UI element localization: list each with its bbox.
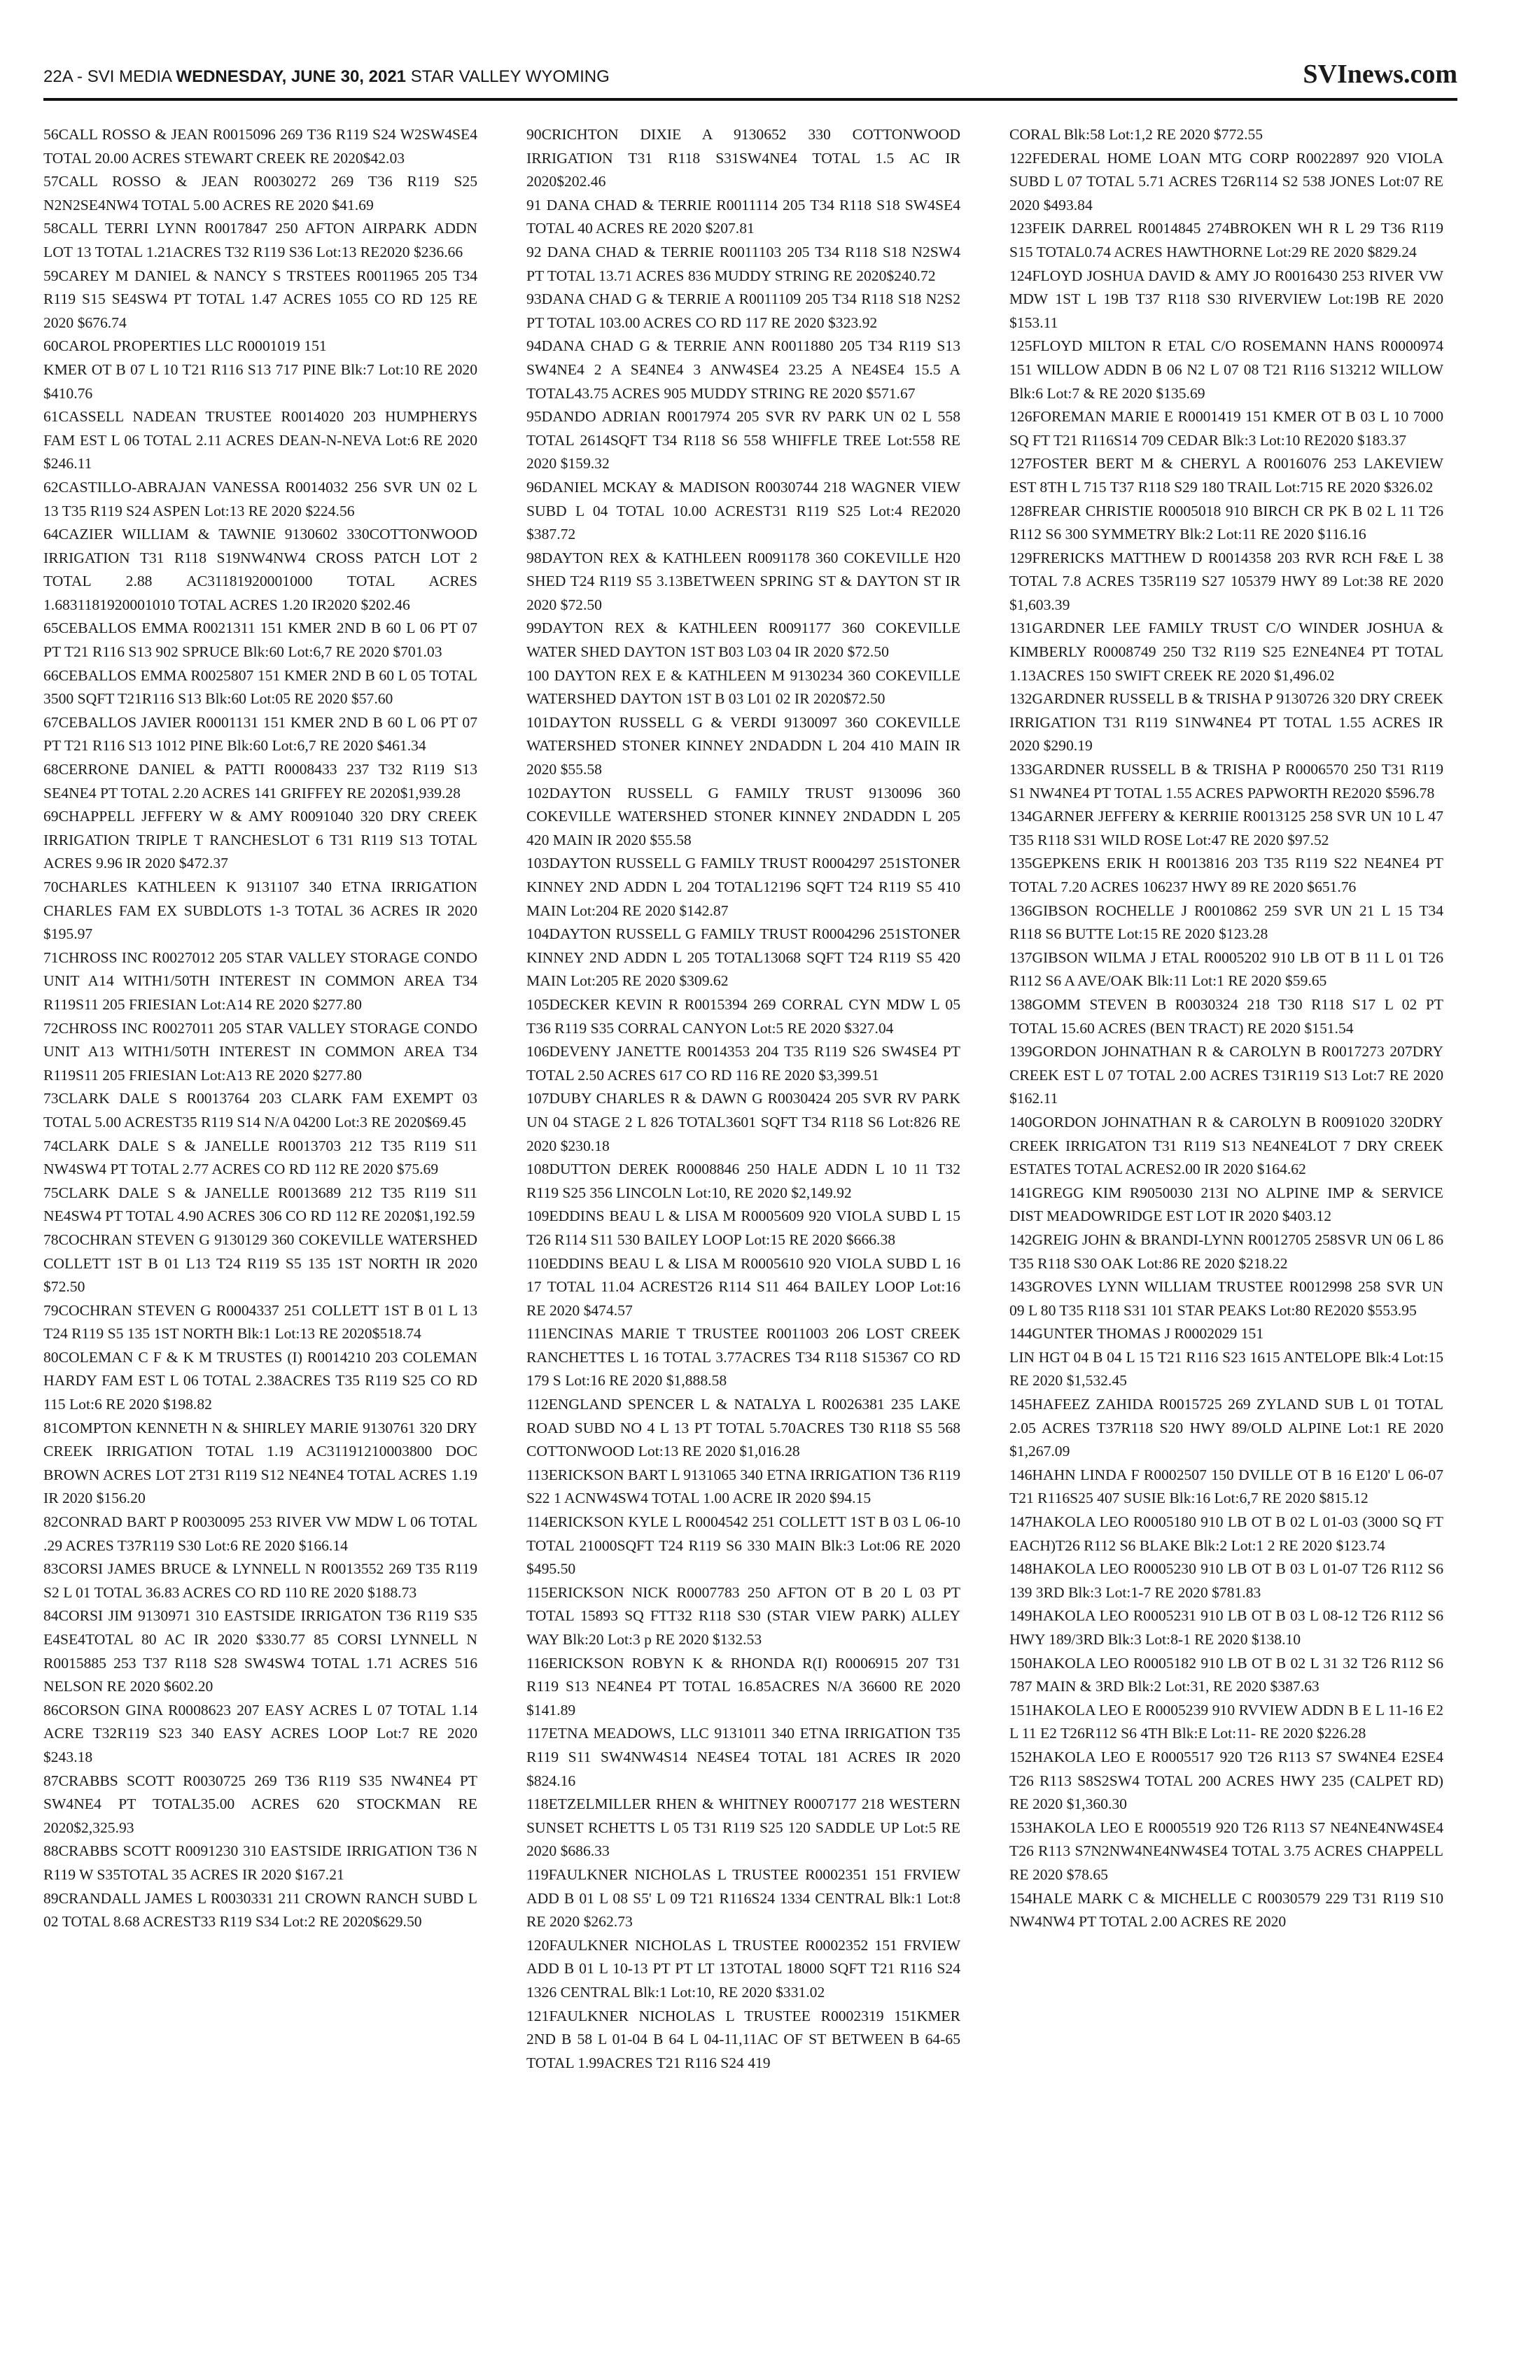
listing-entry: 94DANA CHAD G & TERRIE ANN R0011880 205 T34 R119 S13 SW4NE4 2 A SE4NE4 3 ANW4SE4 23.25 A NE4SE4 15.5 A TOTAL43.75 ACRES 905 MUDDY STRING RE 2020 $571.67 <box>526 337 960 402</box>
listing-entry: 149HAKOLA LEO R0005231 910 LB OT B 03 L 08-12 T26 R112 S6 HWY 189/3RD Blk:3 Lot:8-1 RE 2020 $138.10 <box>1009 1607 1443 1648</box>
listing-entry: 122FEDERAL HOME LOAN MTG CORP R0022897 920 VIOLA SUBD L 07 TOTAL 5.71 ACRES T26R114 S2 538 JONES Lot:07 RE 2020 $493.84 <box>1009 149 1443 214</box>
listing-entry: 81COMPTON KENNETH N & SHIRLEY MARIE 9130761 320 DRY CREEK IRRIGATION TOTAL 1.19 AC31191210003800 DOC BROWN ACRES LOT 2T31 R119 S12 NE4NE4 TOTAL ACRES 1.19 IR 2020 $156.20 <box>43 1419 477 1507</box>
header-divider <box>43 98 1457 101</box>
listing-entry: 110EDDINS BEAU L & LISA M R0005610 920 VIOLA SUBD L 16 17 TOTAL 11.04 ACREST26 R114 S11 464 BAILEY LOOP Lot:16 RE 2020 $474.57 <box>526 1254 960 1319</box>
listing-entry: 87CRABBS SCOTT R0030725 269 T36 R119 S35 NW4NE4 PT SW4NE4 PT TOTAL35.00 ACRES 620 STOCKMAN RE 2020$2,325.93 <box>43 1772 477 1836</box>
listing-entry: 89CRANDALL JAMES L R0030331 211 CROWN RANCH SUBD L 02 TOTAL 8.68 ACREST33 R119 S34 Lot:2 RE 2020$629.50 <box>43 1889 477 1931</box>
listing-entry: 79COCHRAN STEVEN G R0004337 251 COLLETT 1ST B 01 L 13 T24 R119 S5 135 1ST NORTH Blk:1 Lot:13 RE 2020$518.74 <box>43 1301 477 1343</box>
listing-entry: 119FAULKNER NICHOLAS L TRUSTEE R0002351 151 FRVIEW ADD B 01 L 08 S5' L 09 T21 R116S24 1334 CENTRAL Blk:1 Lot:8 RE 2020 $262.73 <box>526 1865 960 1931</box>
listing-entry: 69CHAPPELL JEFFERY W & AMY R0091040 320 DRY CREEK IRRIGATION TRIPLE T RANCHESLOT 6 T31 R119 S13 TOTAL ACRES 9.96 IR 2020 $472.37 <box>43 808 477 872</box>
listing-entry: 124FLOYD JOSHUA DAVID & AMY JO R0016430 253 RIVER VW MDW 1ST L 19B T37 R118 S30 RIVERVIEW Lot:19B RE 2020 $153.11 <box>1009 267 1443 331</box>
listing-entry: 103DAYTON RUSSELL G FAMILY TRUST R0004297 251STONER KINNEY 2ND ADDN L 204 TOTAL12196 SQFT T24 R119 S5 410 MAIN Lot:204 RE 2020 $142.87 <box>526 855 960 919</box>
listing-entry: 117ETNA MEADOWS, LLC 9131011 340 ETNA IRRIGATION T35 R119 S11 SW4NW4S14 NE4SE4 TOTAL 181 ACRES IR 2020 $824.16 <box>526 1725 960 1789</box>
listing-entry: 128FREAR CHRISTIE R0005018 910 BIRCH CR PK B 02 L 11 T26 R112 S6 300 SYMMETRY Blk:2 Lot:11 RE 2020 $116.16 <box>1009 502 1443 543</box>
listing-entry: 82CONRAD BART P R0030095 253 RIVER VW MDW L 06 TOTAL .29 ACRES T37R119 S30 Lot:6 RE 2020 $166.14 <box>43 1513 477 1554</box>
listing-entry: 106DEVENY JANETTE R0014353 204 T35 R119 S26 SW4SE4 PT TOTAL 2.50 ACRES 617 CO RD 116 RE 2020 $3,399.51 <box>526 1043 960 1084</box>
listing-entry: 154HALE MARK C & MICHELLE C R0030579 229 T31 R119 S10 NW4NW4 PT TOTAL 2.00 ACRES RE 2020 <box>1009 1889 1443 1931</box>
listing-entry: 144GUNTER THOMAS J R0002029 151 <box>1009 1325 1264 1343</box>
listing-entry: 90CRICHTON DIXIE A 9130652 330 COTTONWOOD IRRIGATION T31 R118 S31SW4NE4 TOTAL 1.5 AC IR 2020$202.46 <box>526 126 960 190</box>
listing-entry: 127FOSTER BERT M & CHERYL A R0016076 253 LAKEVIEW EST 8TH L 715 T37 R118 S29 180 TRAIL Lot:715 RE 2020 $326.02 <box>1009 455 1443 496</box>
listing-entry: 132GARDNER RUSSELL B & TRISHA P 9130726 320 DRY CREEK IRRIGATION T31 R119 S1NW4NE4 PT TOTAL 1.55 ACRES IR 2020 $290.19 <box>1009 690 1443 755</box>
listing-entry: 88CRABBS SCOTT R0091230 310 EASTSIDE IRRIGATION T36 N R119 W S35TOTAL 35 ACRES IR 2020 $167.21 <box>43 1842 477 1883</box>
listing-entry: 115ERICKSON NICK R0007783 250 AFTON OT B 20 L 03 PT TOTAL 15893 SQ FTT32 R118 S30 (STAR VIEW PARK) ALLEY WAY Blk:20 Lot:3 p RE 2020 $132.53 <box>526 1583 960 1648</box>
listing-entry: 120FAULKNER NICHOLAS L TRUSTEE R0002352 151 FRVIEW ADD B 01 L 10-13 PT PT LT 13TOTAL 18000 SQFT T21 R116 S24 1326 CENTRAL Blk:1 Lot:10, RE 2020 $331.02 <box>526 1936 960 2001</box>
listing-entry: 108DUTTON DEREK R0008846 250 HALE ADDN L 10 11 T32 R119 S25 356 LINCOLN Lot:10, RE 2020 $2,149.92 <box>526 1161 960 1201</box>
listing-entry: 98DAYTON REX & KATHLEEN R0091178 360 COKEVILLE H20 SHED T24 R119 S5 3.13BETWEEN SPRING ST & DAYTON ST IR 2020 $72.50 <box>526 549 960 613</box>
listing-entry: 102DAYTON RUSSELL G FAMILY TRUST 9130096 360 COKEVILLE WATERSHED STONER KINNEY 2NDADDN L 205 420 MAIN IR 2020 $55.58 <box>526 784 960 848</box>
page-header <box>43 59 1457 92</box>
listing-entry: 138GOMM STEVEN B R0030324 218 T30 R118 S17 L 02 PT TOTAL 15.60 ACRES (BEN TRACT) RE 2020 $151.54 <box>1009 995 1443 1037</box>
listing-entry: 58CALL TERRI LYNN R0017847 250 AFTON AIRPARK ADDN LOT 13 TOTAL 1.21ACRES T32 R119 S36 Lot:13 RE2020 $236.66 <box>43 220 477 260</box>
listing-entry: 61CASSELL NADEAN TRUSTEE R0014020 203 HUMPHERYS FAM EST L 06 TOTAL 2.11 ACRES DEAN-N-NEVA Lot:6 RE 2020 $246.11 <box>43 408 477 472</box>
site-logo[interactable]: SVInews.com <box>1303 59 1457 89</box>
listing-entry: LIN HGT 04 B 04 L 15 T21 R116 S23 1615 ANTELOPE Blk:4 Lot:15 RE 2020 $1,532.45 <box>1009 1348 1443 1390</box>
listing-entry: 123FEIK DARREL R0014845 274BROKEN WH R L 29 T36 R119 S15 TOTAL0.74 ACRES HAWTHORNE Lot:29 RE 2020 $829.24 <box>1009 220 1443 260</box>
listing-entry: 72CHROSS INC R0027011 205 STAR VALLEY STORAGE CONDO UNIT A13 WITH1/50TH INTEREST IN COMMON AREA T34 R119S11 205 FRIESIAN Lot:A13 RE 2020 $277.80 <box>43 1019 477 1084</box>
listing-column-2 <box>526 123 960 2075</box>
listing-entry: 111ENCINAS MARIE T TRUSTEE R0011003 206 LOST CREEK RANCHETTES L 16 TOTAL 3.77ACRES T34 R118 S15367 CO RD 179 S Lot:16 RE 2020 $1,888.58 <box>526 1325 960 1390</box>
listing-entry: 125FLOYD MILTON R ETAL C/O ROSEMANN HANS R0000974 151 WILLOW ADDN B 06 N2 L 07 08 T21 R116 S13212 WILLOW Blk:6 Lot:7 & RE 2020 $135.69 <box>1009 337 1443 402</box>
issue-date: WEDNESDAY, JUNE 30, 2021 <box>176 67 407 86</box>
listing-entry: 109EDDINS BEAU L & LISA M R0005609 920 VIOLA SUBD L 15 T26 R114 S11 530 BAILEY LOOP Lot:15 RE 2020 $666.38 <box>526 1208 960 1248</box>
listing-entry: 78COCHRAN STEVEN G 9130129 360 COKEVILLE WATERSHED COLLETT 1ST B 01 L13 T24 R119 S5 135 1ST NORTH IR 2020 $72.50 <box>43 1231 477 1296</box>
listing-entry: 148HAKOLA LEO R0005230 910 LB OT B 03 L 01-07 T26 R112 S6 139 3RD Blk:3 Lot:1-7 RE 2020 $781.83 <box>1009 1560 1443 1601</box>
listing-entry: 64CAZIER WILLIAM & TAWNIE 9130602 330COTTONWOOD IRRIGATION T31 R118 S19NW4NW4 CROSS PATCH LOT 2 TOTAL 2.88 AC31181920001000 TOTAL ACRES 1.6831181920001010 TOTAL ACRES 1.20 IR2020 $202.46 <box>43 526 477 613</box>
listing-entry: 57CALL ROSSO & JEAN R0030272 269 T36 R119 S25 N2N2SE4NW4 TOTAL 5.00 ACRES RE 2020 $41.69 <box>43 173 477 214</box>
listing-entry: 56CALL ROSSO & JEAN R0015096 269 T36 R119 S24 W2SW4SE4 TOTAL 20.00 ACRES STEWART CREEK RE 2020$42.03 <box>43 126 477 167</box>
listing-entry: 71CHROSS INC R0027012 205 STAR VALLEY STORAGE CONDO UNIT A14 WITH1/50TH INTEREST IN COMMON AREA T34 R119S11 205 FRIESIAN Lot:A14 RE 2020 $277.80 <box>43 948 477 1013</box>
listing-entry: 152HAKOLA LEO E R0005517 920 T26 R113 S7 SW4NE4 E2SE4 T26 R113 S8S2SW4 TOTAL 200 ACRES HWY 235 (CALPET RD) RE 2020 $1,360.30 <box>1009 1748 1443 1813</box>
listing-entry: 126FOREMAN MARIE E R0001419 151 KMER OT B 03 L 10 7000 SQ FT T21 R116S14 709 CEDAR Blk:3 Lot:10 RE2020 $183.37 <box>1009 408 1443 449</box>
listing-entry: 59CAREY M DANIEL & NANCY S TRSTEES R0011965 205 T34 R119 S15 SE4SW4 PT TOTAL 1.47 ACRES 1055 CO RD 125 RE 2020 $676.74 <box>43 267 477 331</box>
listing-entry: 107DUBY CHARLES R & DAWN G R0030424 205 SVR RV PARK UN 04 STAGE 2 L 826 TOTAL3601 SQFT T34 R118 S6 Lot:826 RE 2020 $230.18 <box>526 1090 960 1154</box>
region-label: STAR VALLEY WYOMING <box>410 67 610 86</box>
listing-entry: 83CORSI JAMES BRUCE & LYNNELL N R0013552 269 T35 R119 S2 L 01 TOTAL 36.83 ACRES CO RD 110 RE 2020 $188.73 <box>43 1560 477 1601</box>
listing-entry: KMER OT B 07 L 10 T21 R116 S13 717 PINE Blk:7 Lot:10 RE 2020 $410.76 <box>43 360 477 402</box>
listing-entry: 113ERICKSON BART L 9131065 340 ETNA IRRIGATION T36 R119 S22 1 ACNW4SW4 TOTAL 1.00 ACRE IR 2020 $94.15 <box>526 1466 960 1507</box>
header-info <box>43 62 610 92</box>
listing-entry: 68CERRONE DANIEL & PATTI R0008433 237 T32 R119 S13 SE4NE4 PT TOTAL 2.20 ACRES 141 GRIFFEY RE 2020$1,939.28 <box>43 761 477 802</box>
listing-entry: 100 DAYTON REX E & KATHLEEN M 9130234 360 COKEVILLE WATERSHED DAYTON 1ST B 03 L01 02 IR 2020$72.50 <box>526 666 960 708</box>
listing-entry: 62CASTILLO-ABRAJAN VANESSA R0014032 256 SVR UN 02 L 13 T35 R119 S24 ASPEN Lot:13 RE 2020 $224.56 <box>43 478 477 519</box>
listing-entry: 131GARDNER LEE FAMILY TRUST C/O WINDER JOSHUA & KIMBERLY R0008749 250 T32 R119 S25 E2NE4NE4 PT TOTAL 1.13ACRES 150 SWIFT CREEK RE 2020 $1,496.02 <box>1009 620 1443 684</box>
listing-entry: 141GREGG KIM R9050030 213I NO ALPINE IMP & SERVICE DIST MEADOWRIDGE EST LOT IR 2020 $403.12 <box>1009 1184 1443 1225</box>
listing-entry: 140GORDON JOHNATHAN R & CAROLYN B R0091020 320DRY CREEK IRRIGATON T31 R119 S13 NE4NE4LOT 7 DRY CREEK ESTATES TOTAL ACRES2.00 IR 2020 $164.62 <box>1009 1113 1443 1178</box>
listing-column-3 <box>1009 123 1443 1934</box>
listing-entry: 95DANDO ADRIAN R0017974 205 SVR RV PARK UN 02 L 558 TOTAL 2614SQFT T34 R118 S6 558 WHIFFLE TREE Lot:558 RE 2020 $159.32 <box>526 408 960 472</box>
listing-entry: 96DANIEL MCKAY & MADISON R0030744 218 WAGNER VIEW SUBD L 04 TOTAL 10.00 ACREST31 R119 S25 Lot:4 RE2020 $387.72 <box>526 478 960 543</box>
listing-entry: 74CLARK DALE S & JANELLE R0013703 212 T35 R119 S11 NW4SW4 PT TOTAL 2.77 ACRES CO RD 112 RE 2020 $75.69 <box>43 1137 477 1178</box>
listing-entry: 65CEBALLOS EMMA R0021311 151 KMER 2ND B 60 L 06 PT 07 PT T21 R116 S13 902 SPRUCE Blk:60 Lot:6,7 RE 2020 $701.03 <box>43 620 477 661</box>
listing-entry: 143GROVES LYNN WILLIAM TRUSTEE R0012998 258 SVR UN 09 L 80 T35 R118 S31 101 STAR PEAKS Lot:80 RE2020 $553.95 <box>1009 1278 1443 1319</box>
listing-entry: 73CLARK DALE S R0013764 203 CLARK FAM EXEMPT 03 TOTAL 5.00 ACREST35 R119 S14 N/A 04200 Lot:3 RE 2020$69.45 <box>43 1090 477 1130</box>
listing-column-1 <box>43 123 477 1934</box>
listing-entry: 139GORDON JOHNATHAN R & CAROLYN B R0017273 207DRY CREEK EST L 07 TOTAL 2.00 ACRES T31R119 S13 Lot:7 RE 2020 $162.11 <box>1009 1043 1443 1107</box>
listing-entry: 153HAKOLA LEO E R0005519 920 T26 R113 S7 NE4NE4NW4SE4 T26 R113 S7N2NW4NE4NW4SE4 TOTAL 3.75 ACRES CHAPPELL RE 2020 $78.65 <box>1009 1819 1443 1883</box>
listing-entry: 80COLEMAN C F & K M TRUSTES (I) R0014210 203 COLEMAN HARDY FAM EST L 06 TOTAL 2.38ACRES T35 R119 S25 CO RD 115 Lot:6 RE 2020 $198.82 <box>43 1348 477 1413</box>
listing-entry: 136GIBSON ROCHELLE J R0010862 259 SVR UN 21 L 15 T34 R118 S6 BUTTE Lot:15 RE 2020 $123.28 <box>1009 902 1443 943</box>
listing-entry: 150HAKOLA LEO R0005182 910 LB OT B 02 L 31 32 T26 R112 S6 787 MAIN & 3RD Blk:2 Lot:31, RE 2020 $387.63 <box>1009 1654 1443 1695</box>
listing-entry: 129FRERICKS MATTHEW D R0014358 203 RVR RCH F&E L 38 TOTAL 7.8 ACRES T35R119 S27 105379 HWY 89 Lot:38 RE 2020 $1,603.39 <box>1009 549 1443 613</box>
listing-entry: 151HAKOLA LEO E R0005239 910 RVVIEW ADDN B E L 11-16 E2 L 11 E2 T26R112 S6 4TH Blk:E Lot:11- RE 2020 $226.28 <box>1009 1701 1443 1742</box>
listing-entry: CORAL Blk:58 Lot:1,2 RE 2020 $772.55 <box>1009 126 1264 143</box>
listing-entry: 92 DANA CHAD & TERRIE R0011103 205 T34 R118 S18 N2SW4 PT TOTAL 13.71 ACRES 836 MUDDY STRING RE 2020$240.72 <box>526 243 960 284</box>
listing-entry: 121FAULKNER NICHOLAS L TRUSTEE R0002319 151KMER 2ND B 58 L 01-04 B 64 L 04-11,11AC OF ST BETWEEN B 64-65 TOTAL 1.99ACRES T21 R116 S24 419 <box>526 2007 960 2071</box>
listing-entry: 114ERICKSON KYLE L R0004542 251 COLLETT 1ST B 03 L 06-10 TOTAL 21000SQFT T24 R119 S6 330 MAIN Blk:3 Lot:06 RE 2020 $495.50 <box>526 1513 960 1578</box>
listing-entry: 93DANA CHAD G & TERRIE A R0011109 205 T34 R118 S18 N2S2 PT TOTAL 103.00 ACRES CO RD 117 RE 2020 $323.92 <box>526 290 960 331</box>
listing-entry: 116ERICKSON ROBYN K & RHONDA R(I) R0006915 207 T31 R119 S13 NE4NE4 PT TOTAL 16.85ACRES N/A 36600 RE 2020 $141.89 <box>526 1654 960 1718</box>
listing-entry: 91 DANA CHAD & TERRIE R0011114 205 T34 R118 S18 SW4SE4 TOTAL 40 ACRES RE 2020 $207.81 <box>526 196 960 237</box>
listing-entry: 142GREIG JOHN & BRANDI-LYNN R0012705 258SVR UN 06 L 86 T35 R118 S30 OAK Lot:86 RE 2020 $218.22 <box>1009 1231 1443 1272</box>
listing-entry: 135GEPKENS ERIK H R0013816 203 T35 R119 S22 NE4NE4 PT TOTAL 7.20 ACRES 106237 HWY 89 RE 2020 $651.76 <box>1009 855 1443 895</box>
listing-entry: 70CHARLES KATHLEEN K 9131107 340 ETNA IRRIGATION CHARLES FAM EX SUBDLOTS 1-3 TOTAL 36 ACRES IR 2020 $195.97 <box>43 878 477 943</box>
listing-entry: 60CAROL PROPERTIES LLC R0001019 151 <box>43 337 327 355</box>
listing-entry: 145HAFEEZ ZAHIDA R0015725 269 ZYLAND SUB L 01 TOTAL 2.05 ACRES T37R118 S20 HWY 89/OLD ALPINE Lot:1 RE 2020 $1,267.09 <box>1009 1396 1443 1460</box>
listing-entry: 137GIBSON WILMA J ETAL R0005202 910 LB OT B 11 L 01 T26 R112 S6 A AVE/OAK Blk:11 Lot:1 RE 2020 $59.65 <box>1009 948 1443 990</box>
listing-entry: 84CORSI JIM 9130971 310 EASTSIDE IRRIGATON T36 R119 S35 E4SE4TOTAL 80 AC IR 2020 $330.77 85 CORSI LYNNELL N R0015885 253 T37 R118 S28 SW4SW4 TOTAL 1.71 ACRES 516 NELSON RE 2020 $602.20 <box>43 1607 477 1695</box>
listing-entry: 105DECKER KEVIN R R0015394 269 CORRAL CYN MDW L 05 T36 R119 S35 CORRAL CANYON Lot:5 RE 2020 $327.04 <box>526 995 960 1037</box>
listing-entry: 99DAYTON REX & KATHLEEN R0091177 360 COKEVILLE WATER SHED DAYTON 1ST B03 L03 04 IR 2020 $72.50 <box>526 620 960 661</box>
listing-entry: 75CLARK DALE S & JANELLE R0013689 212 T35 R119 S11 NE4SW4 PT TOTAL 4.90 ACRES 306 CO RD 112 RE 2020$1,192.59 <box>43 1184 477 1225</box>
listing-entry: 112ENGLAND SPENCER L & NATALYA L R0026381 235 LAKE ROAD SUBD NO 4 L 13 PT TOTAL 5.70ACRES T30 R118 S5 568 COTTONWOOD Lot:13 RE 2020 $1,016.28 <box>526 1396 960 1460</box>
page-number: 22A - SVI MEDIA <box>43 67 172 86</box>
listing-entry: 101DAYTON RUSSELL G & VERDI 9130097 360 COKEVILLE WATERSHED STONER KINNEY 2NDADDN L 204 410 MAIN IR 2020 $55.58 <box>526 713 960 778</box>
listing-entry: 146HAHN LINDA F R0002507 150 DVILLE OT B 16 E120' L 06-07 T21 R116S25 407 SUSIE Blk:16 Lot:6,7 RE 2020 $815.12 <box>1009 1466 1443 1507</box>
listing-entry: 67CEBALLOS JAVIER R0001131 151 KMER 2ND B 60 L 06 PT 07 PT T21 R116 S13 1012 PINE Blk:60 Lot:6,7 RE 2020 $461.34 <box>43 713 477 755</box>
listing-entry: 104DAYTON RUSSELL G FAMILY TRUST R0004296 251STONER KINNEY 2ND ADDN L 205 TOTAL13068 SQFT T24 R119 S5 420 MAIN Lot:205 RE 2020 $309.62 <box>526 925 960 990</box>
listing-entry: 118ETZELMILLER RHEN & WHITNEY R0007177 218 WESTERN SUNSET RCHETTS L 05 T31 R119 S25 120 SADDLE UP Lot:5 RE 2020 $686.33 <box>526 1795 960 1860</box>
listing-entry: 66CEBALLOS EMMA R0025807 151 KMER 2ND B 60 L 05 TOTAL 3500 SQFT T21R116 S13 Blk:60 Lot:05 RE 2020 $57.60 <box>43 666 477 708</box>
listing-entry: 133GARDNER RUSSELL B & TRISHA P R0006570 250 T31 R119 S1 NW4NE4 PT TOTAL 1.55 ACRES PAPWORTH RE2020 $596.78 <box>1009 761 1443 802</box>
listing-entry: 147HAKOLA LEO R0005180 910 LB OT B 02 L 01-03 (3000 SQ FT EACH)T26 R112 S6 BLAKE Blk:2 Lot:1 2 RE 2020 $123.74 <box>1009 1513 1443 1554</box>
listing-entry: 86CORSON GINA R0008623 207 EASY ACRES L 07 TOTAL 1.14 ACRE T32R119 S23 340 EASY ACRES LOOP Lot:7 RE 2020 $243.18 <box>43 1701 477 1765</box>
listing-entry: 134GARNER JEFFERY & KERRIIE R0013125 258 SVR UN 10 L 47 T35 R118 S31 WILD ROSE Lot:47 RE 2020 $97.52 <box>1009 808 1443 848</box>
